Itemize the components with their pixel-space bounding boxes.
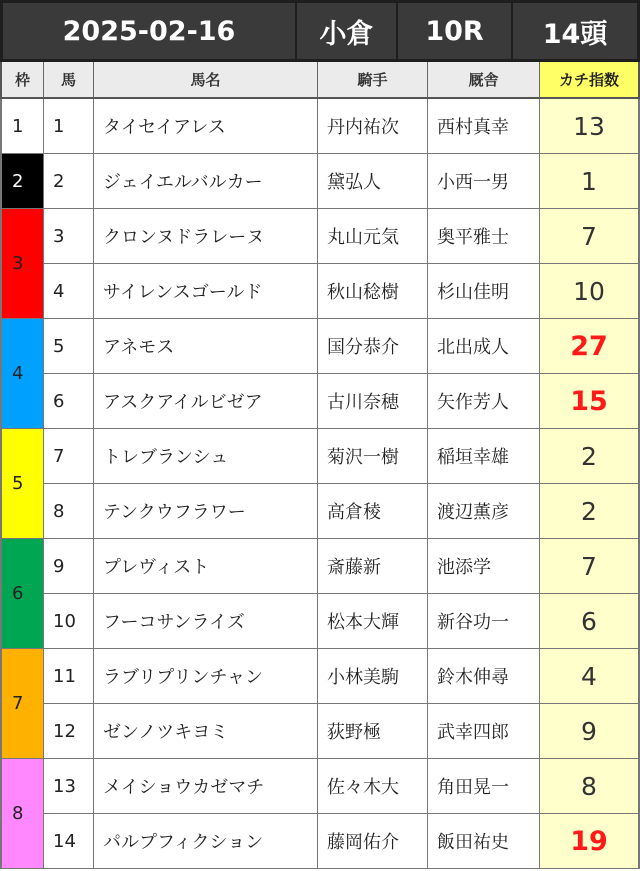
horse-number: 10 — [44, 594, 94, 649]
race-date: 2025-02-16 — [0, 0, 297, 62]
stable-name: 西村真幸 — [428, 99, 540, 154]
kachi-index-value: 1 — [540, 154, 640, 209]
horse-number: 4 — [44, 264, 94, 319]
waku-cell: 5 — [0, 429, 44, 539]
horse-number: 7 — [44, 429, 94, 484]
horse-number: 8 — [44, 484, 94, 539]
kachi-index-value: 27 — [540, 319, 640, 374]
kachi-index-value: 13 — [540, 99, 640, 154]
jockey-name: 松本大輝 — [318, 594, 428, 649]
stable-name: 池添学 — [428, 539, 540, 594]
column-header-kachi-index: カチ指数 — [540, 62, 640, 99]
horse-name: メイショウカゼマチ — [94, 759, 318, 814]
waku-cell: 2 — [0, 154, 44, 209]
horse-number: 1 — [44, 99, 94, 154]
stable-name: 北出成人 — [428, 319, 540, 374]
waku-cell: 1 — [0, 99, 44, 154]
jockey-name: 佐々木大 — [318, 759, 428, 814]
horse-number: 13 — [44, 759, 94, 814]
column-header-jockey: 騎手 — [318, 62, 428, 99]
horse-name: テンクウフラワー — [94, 484, 318, 539]
stable-name: 杉山佳明 — [428, 264, 540, 319]
horse-name: フーコサンライズ — [94, 594, 318, 649]
kachi-index-value: 7 — [540, 209, 640, 264]
horse-name: サイレンスゴールド — [94, 264, 318, 319]
horse-name: トレブランシュ — [94, 429, 318, 484]
column-header-uma: 馬 — [44, 62, 94, 99]
jockey-name: 藤岡佑介 — [318, 814, 428, 869]
horse-name: クロンヌドラレーヌ — [94, 209, 318, 264]
jockey-name: 高倉稜 — [318, 484, 428, 539]
venue-name: 小倉 — [297, 0, 398, 62]
jockey-name: 荻野極 — [318, 704, 428, 759]
kachi-index-value: 9 — [540, 704, 640, 759]
race-number: 10R — [398, 0, 513, 62]
column-header-horse-name: 馬名 — [94, 62, 318, 99]
kachi-index-value: 15 — [540, 374, 640, 429]
horse-number: 12 — [44, 704, 94, 759]
horse-number: 9 — [44, 539, 94, 594]
waku-cell: 4 — [0, 319, 44, 429]
stable-name: 新谷功一 — [428, 594, 540, 649]
jockey-name: 国分恭介 — [318, 319, 428, 374]
stable-name: 鈴木伸尋 — [428, 649, 540, 704]
kachi-index-value: 2 — [540, 429, 640, 484]
horse-name: アスクアイルビゼア — [94, 374, 318, 429]
waku-cell: 6 — [0, 539, 44, 649]
stable-name: 飯田祐史 — [428, 814, 540, 869]
horse-name: タイセイアレス — [94, 99, 318, 154]
jockey-name: 秋山稔樹 — [318, 264, 428, 319]
stable-name: 武幸四郎 — [428, 704, 540, 759]
kachi-index-value: 8 — [540, 759, 640, 814]
stable-name: 矢作芳人 — [428, 374, 540, 429]
kachi-index-value: 7 — [540, 539, 640, 594]
kachi-index-value: 6 — [540, 594, 640, 649]
horse-name: アネモス — [94, 319, 318, 374]
jockey-name: 小林美駒 — [318, 649, 428, 704]
stable-name: 角田晃一 — [428, 759, 540, 814]
jockey-name: 古川奈穂 — [318, 374, 428, 429]
horse-name: プレヴィスト — [94, 539, 318, 594]
stable-name: 渡辺薫彦 — [428, 484, 540, 539]
horse-name: ラブリプリンチャン — [94, 649, 318, 704]
kachi-index-value: 19 — [540, 814, 640, 869]
stable-name: 小西一男 — [428, 154, 540, 209]
jockey-name: 斎藤新 — [318, 539, 428, 594]
horse-name: ジェイエルバルカー — [94, 154, 318, 209]
horse-number: 6 — [44, 374, 94, 429]
column-header-stable: 厩舎 — [428, 62, 540, 99]
stable-name: 稲垣幸雄 — [428, 429, 540, 484]
horse-number: 5 — [44, 319, 94, 374]
jockey-name: 黛弘人 — [318, 154, 428, 209]
jockey-name: 丸山元気 — [318, 209, 428, 264]
waku-cell: 7 — [0, 649, 44, 759]
horse-number: 2 — [44, 154, 94, 209]
horse-name: パルプフィクション — [94, 814, 318, 869]
waku-cell: 8 — [0, 759, 44, 869]
horse-number: 14 — [44, 814, 94, 869]
jockey-name: 菊沢一樹 — [318, 429, 428, 484]
stable-name: 奥平雅士 — [428, 209, 540, 264]
horse-name: ゼンノツキヨミ — [94, 704, 318, 759]
waku-cell: 3 — [0, 209, 44, 319]
kachi-index-value: 10 — [540, 264, 640, 319]
kachi-index-value: 2 — [540, 484, 640, 539]
horse-number: 3 — [44, 209, 94, 264]
jockey-name: 丹内祐次 — [318, 99, 428, 154]
kachi-index-value: 4 — [540, 649, 640, 704]
runner-count: 14頭 — [513, 0, 640, 62]
column-header-waku: 枠 — [0, 62, 44, 99]
horse-number: 11 — [44, 649, 94, 704]
